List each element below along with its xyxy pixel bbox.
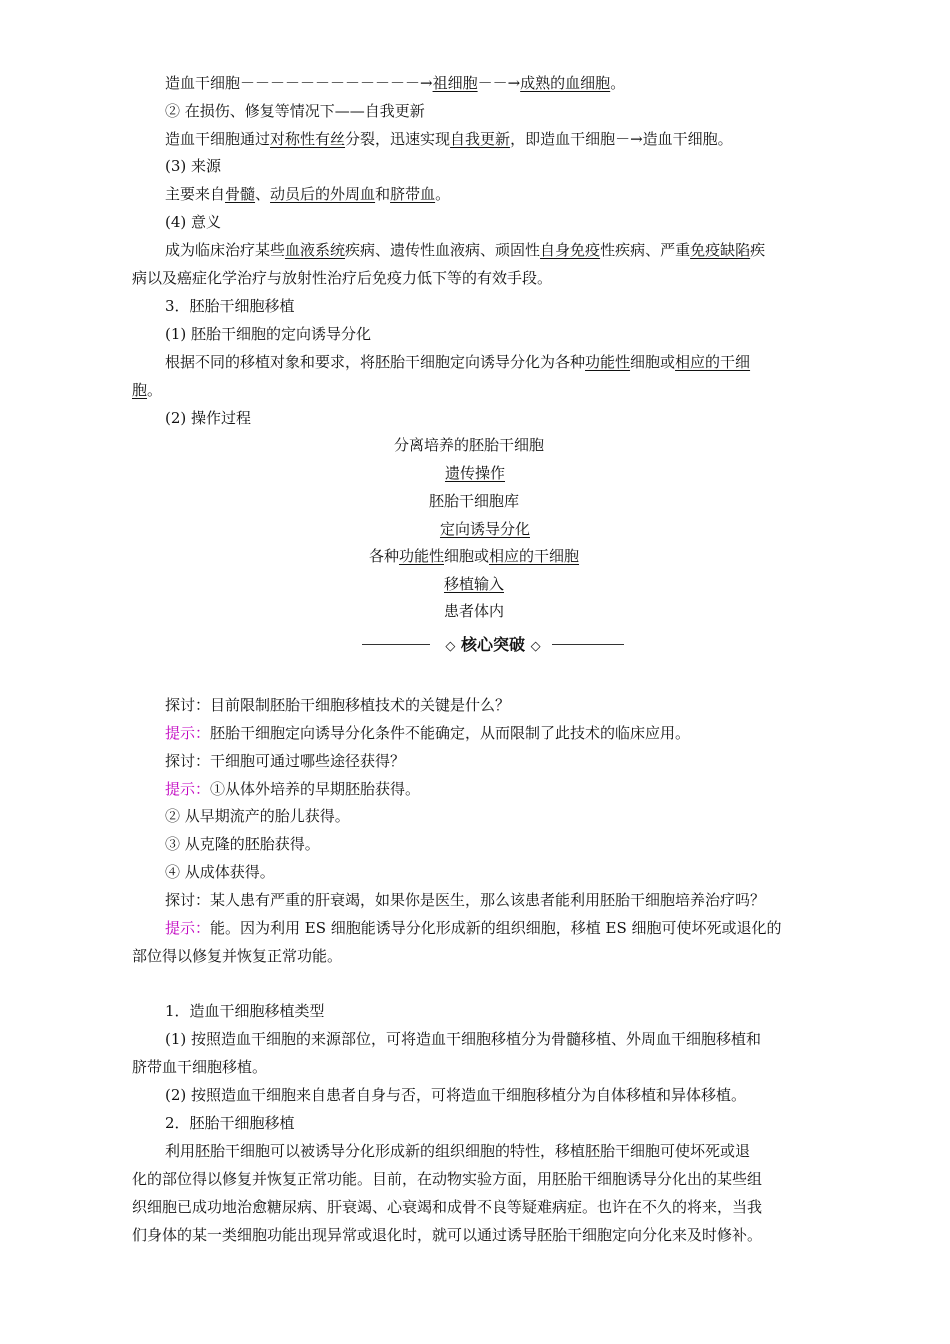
- text-line: ② 在损伤、修复等情况下——自我更新: [165, 102, 425, 120]
- flow-step: 患者体内: [443, 602, 504, 620]
- hint-label: 提示：: [165, 724, 211, 742]
- text-line: 病以及癌症化学治疗与放射性治疗后免疫力低下等的有效手段。: [132, 269, 553, 287]
- flow-step: 各种功能性细胞或相应的干细胞: [368, 547, 580, 565]
- flow-arrow-label: 定向诱导分化: [439, 520, 530, 538]
- subheading: (4) 意义: [165, 213, 222, 231]
- question: 探讨：目前限制胚胎干细胞移植技术的关键是什么？: [165, 696, 511, 714]
- section-heading: 2．胚胎干细胞移植: [165, 1114, 295, 1132]
- subheading: (1) 胚胎干细胞的定向诱导分化: [165, 325, 372, 343]
- text-line: 胞。: [132, 381, 163, 399]
- text-line: 织细胞已成功地治愈糖尿病、肝衰竭、心衰竭和成骨不良等疑难病症。也许在不久的将来，当我: [132, 1198, 763, 1216]
- subheading: (2) 操作过程: [165, 409, 252, 427]
- flow-step: 胚胎干细胞库: [428, 492, 519, 510]
- flow-arrow-label: 遗传操作: [444, 464, 505, 482]
- text-line: 脐带血干细胞移植。: [132, 1058, 268, 1076]
- section-heading: 3．胚胎干细胞移植: [165, 297, 295, 315]
- answer: 提示：①从体外培养的早期胚胎获得。: [165, 780, 421, 798]
- text-line: 成为临床治疗某些血液系统疾病、遗传性血液病、顽固性自身免疫性疾病、严重免疫缺陷疾: [165, 241, 766, 259]
- text-line: 利用胚胎干细胞可以被诱导分化形成新的组织细胞的特性，移植胚胎干细胞可使坏死或退: [165, 1142, 751, 1160]
- subheading: (3) 来源: [165, 157, 222, 175]
- answer: 部位得以修复并恢复正常功能。: [132, 947, 343, 965]
- text-line: 们身体的某一类细胞功能出现异常或退化时，就可以通过诱导胚胎干细胞定向分化来及时修补。: [132, 1226, 763, 1244]
- banner-title: 核心突破: [460, 635, 525, 654]
- question: 探讨：某人患有严重的肝衰竭，如果你是医生，那么该患者能利用胚胎干细胞培养治疗吗？: [165, 891, 766, 909]
- question: 探讨：干细胞可通过哪些途径获得？: [165, 752, 406, 770]
- hint-label: 提示：: [165, 919, 211, 937]
- diamond-icon: ◇: [530, 639, 541, 654]
- text-line: 造血干细胞－－－－－－－－－－－－→祖细胞－－→成熟的血细胞。: [165, 74, 626, 92]
- text-line: 造血干细胞通过对称性有丝分裂，迅速实现自我更新，即造血干细胞－→造血干细胞。: [165, 130, 733, 148]
- text-line: (1) 按照造血干细胞的来源部位，可将造血干细胞移植分为骨髓移植、外周血干细胞移植和: [165, 1030, 762, 1048]
- answer: ④ 从成体获得。: [165, 863, 275, 881]
- flow-arrow-label: 移植输入: [443, 575, 504, 593]
- diamond-icon: ◇: [445, 639, 456, 654]
- answer: 提示：能。因为利用 ES 细胞能诱导分化形成新的组织细胞，移植 ES 细胞可使坏死或退化的: [165, 919, 782, 937]
- text-line: (2) 按照造血干细胞来自患者自身与否，可将造血干细胞移植分为自体移植和异体移植。: [165, 1086, 747, 1104]
- answer: ③ 从克隆的胚胎获得。: [165, 835, 320, 853]
- text-line: 化的部位得以修复并恢复正常功能。目前，在动物实验方面，用胚胎干细胞诱导分化出的某些组: [132, 1170, 763, 1188]
- section-banner: [362, 633, 624, 657]
- answer: 提示：胚胎干细胞定向诱导分化条件不能确定，从而限制了此技术的临床应用。: [165, 724, 691, 742]
- flow-step: 分离培养的胚胎干细胞: [393, 436, 544, 454]
- hint-label: 提示：: [165, 780, 211, 798]
- section-heading: 1．造血干细胞移植类型: [165, 1002, 325, 1020]
- text-line: 根据不同的移植对象和要求，将胚胎干细胞定向诱导分化为各种功能性细胞或相应的干细: [165, 353, 751, 371]
- answer: ② 从早期流产的胎儿获得。: [165, 807, 350, 825]
- text-line: 主要来自骨髓、动员后的外周血和脐带血。: [165, 185, 451, 203]
